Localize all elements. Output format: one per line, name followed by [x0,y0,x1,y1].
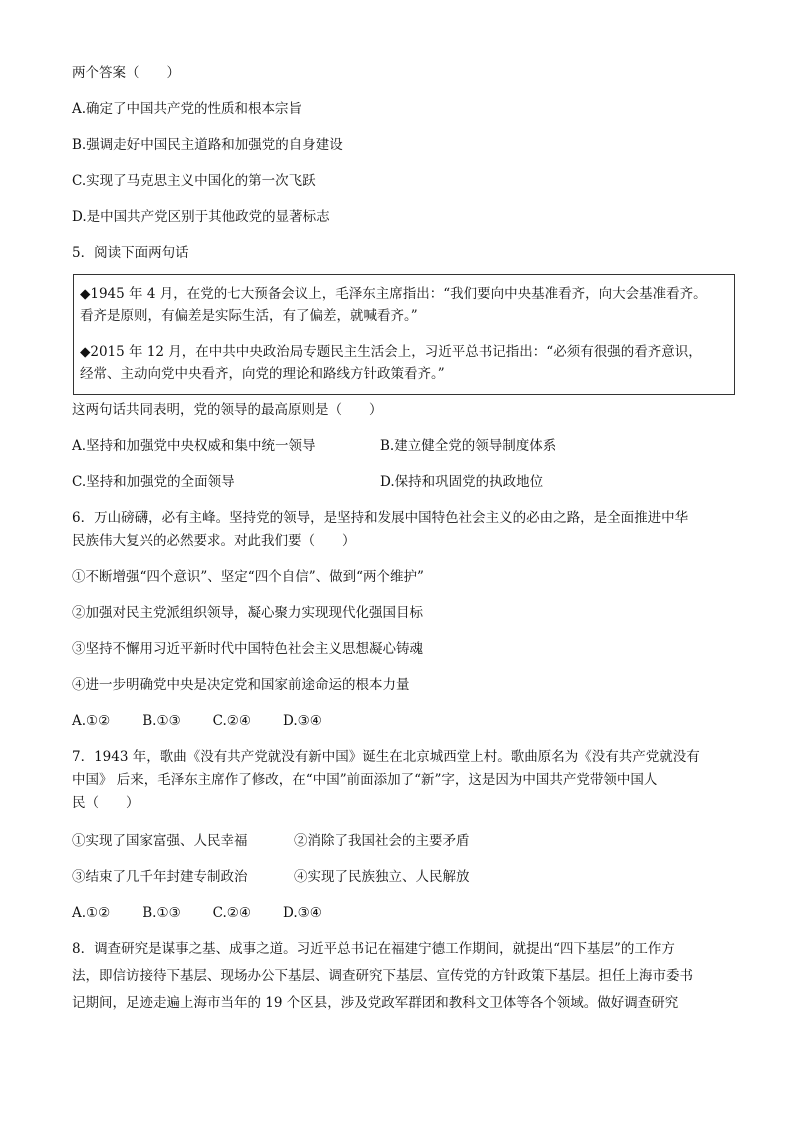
q7-item-4: ④实现了民族独立、人民解放 [294,869,470,885]
q6-choice-b: B.①③ [142,713,181,729]
q5-option-a: A.坚持和加强党中央权威和集中统一领导 [72,438,316,454]
q5-quote-line-2: 看齐是原则，有偏差是实际生活，有了偏差，就喊看齐。” [80,308,418,324]
q4-stem-tail: 两个答案（ ） [72,65,180,81]
q7-items-row-1 [72,832,470,850]
q5-options-row-1 [72,437,557,455]
q6-choice-c: C.②④ [212,713,252,729]
q4-option-a: A.确定了中国共产党的性质和根本宗旨 [72,101,303,117]
q7-choice-d: D.③④ [283,905,322,921]
q4-option-d: D.是中国共产党区别于其他政党的显著标志 [72,209,330,225]
q5-quote-box [73,274,735,395]
q5-quote-line-4: 经常、主动向党中央看齐，向党的理论和路线方针政策看齐。” [80,366,445,382]
q7-item-3: ③结束了几千年封建专制政治 [72,869,248,885]
q5-quote-line-3: ◆2015 年 12 月，在中共中央政治局专题民主生活会上，习近平总书记指出：“必须有很强的看齐意识， [80,344,702,360]
q5-options-row-2 [72,473,544,491]
q6-item-2: ②加强对民主党派组织领导，凝心聚力实现现代化强国目标 [72,605,423,621]
q5-stem: 5．阅读下面两句话 [72,245,189,261]
q5-quote-line-1: ◆1945 年 4 月，在党的七大预备会议上，毛泽东主席指出：“我们要向中央基准看齐，向大会基准看齐。 [80,286,707,302]
q8-stem-line-1: 8．调查研究是谋事之基、成事之道。习近平总书记在福建宁德工作期间，就提出“四下基层”的工作方 [72,941,675,957]
q6-choices [72,712,322,730]
q7-stem-line-1: 7．1943 年，歌曲《没有共产党就没有新中国》诞生在北京城西堂上村。歌曲原名为《没有共产党就没有 [72,749,700,765]
q8-stem-line-2: 法，即信访接待下基层、现场办公下基层、调查研究下基层、宣传党的方针政策下基层。担任上海市委书 [72,968,693,984]
q6-choice-a: A.①② [72,713,111,729]
q7-choice-b: B.①③ [142,905,181,921]
q6-choice-d: D.③④ [283,713,322,729]
q5-option-b: B.建立健全党的领导制度体系 [380,438,557,454]
q7-stem-line-3: 民（ ） [72,795,140,811]
q6-item-1: ①不断增强“四个意识”、坚定“四个自信”、做到“两个维护” [72,569,424,585]
q8-stem-line-3: 记期间，足迹走遍上海市当年的 19 个区县，涉及党政军群团和教科文卫体等各个领域。做好调查研究 [72,995,679,1011]
q7-choice-c: C.②④ [212,905,252,921]
q5-option-d: D.保持和巩固党的执政地位 [380,474,544,490]
q7-item-1: ①实现了国家富强、人民幸福 [72,833,248,849]
q6-item-4: ④进一步明确党中央是决定党和国家前途命运的根本力量 [72,677,410,693]
q6-item-3: ③坚持不懈用习近平新时代中国特色社会主义思想凝心铸魂 [72,641,423,657]
q7-stem-line-2: 中国》 后来，毛泽东主席作了修改，在“中国”前面添加了“新”字，这是因为中国共产党带领中国人 [72,772,658,788]
q7-items-row-2 [72,868,470,886]
q7-item-2: ②消除了我国社会的主要矛盾 [294,833,470,849]
q4-option-c: C.实现了马克思主义中国化的第一次飞跃 [72,173,316,189]
q7-choice-a: A.①② [72,905,111,921]
q7-choices [72,904,322,922]
q6-stem-line-2: 民族伟大复兴的必然要求。对此我们要（ ） [72,533,356,549]
q5-question: 这两句话共同表明，党的领导的最高原则是（ ） [72,402,383,418]
q4-option-b: B.强调走好中国民主道路和加强党的自身建设 [72,137,343,153]
q6-stem-line-1: 6．万山磅礴，必有主峰。坚持党的领导，是坚持和发展中国特色社会主义的必由之路，是全面推进中华 [72,510,689,526]
q5-option-c: C.坚持和加强党的全面领导 [72,474,235,490]
